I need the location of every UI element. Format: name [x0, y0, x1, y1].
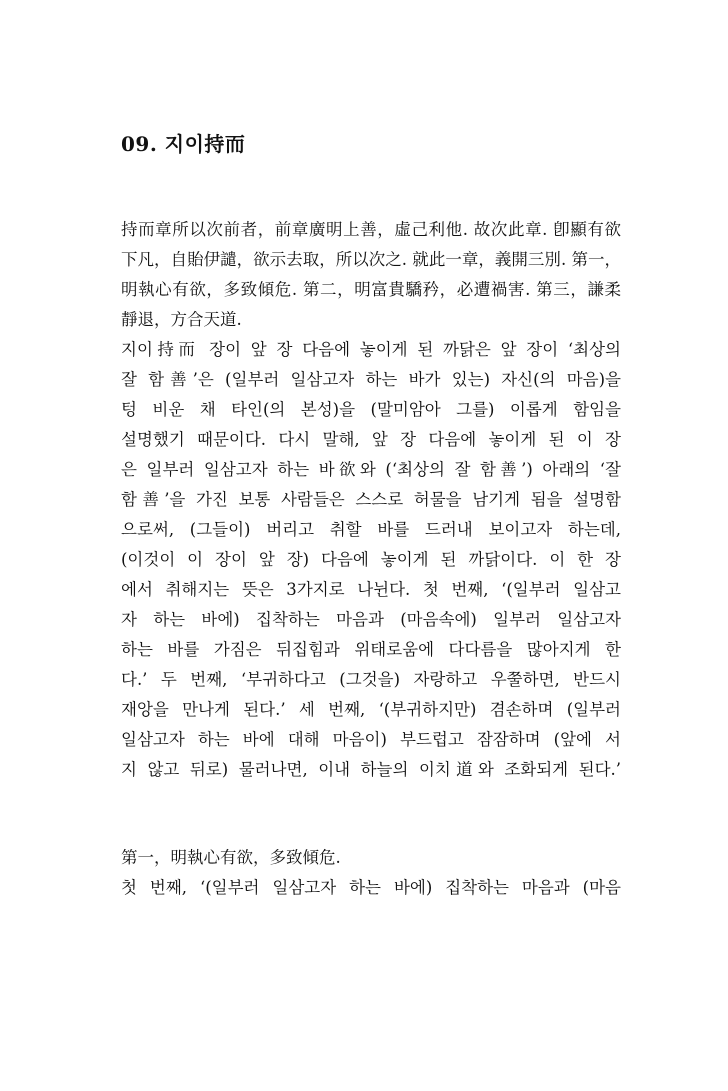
hanja-line: 靜退，方合天道. [121, 310, 242, 329]
intro-block [121, 215, 621, 785]
korean-line: 에서 취해지는 뜻은 3가지로 나뉜다. 첫 번째, ‘(일부러 일삼고 [121, 580, 621, 599]
page-title: 09. 지이持而 [121, 132, 246, 156]
hanja-line: 明執心有欲，多致傾危. 第二，明富貴驕矜，必遭禍害. 第三，謙柔 [121, 280, 621, 299]
korean-line: 텅 비운 채 타인(의 본성)을 (말미암아 그를) 이롭게 함임을 [121, 400, 621, 419]
section-heading: 第一，明執心有欲，多致傾危. [121, 848, 341, 867]
korean-line: 하는 바를 가짐은 뒤집힘과 위태로움에 다다름을 많아지게 한 [121, 640, 621, 659]
hanja-line: 持而章所以次前者，前章廣明上善，虛己利他. 故次此章. 卽顯有欲 [121, 220, 621, 239]
korean-line: 첫 번째, ‘(일부러 일삼고자 하는 바에) 집착하는 마음과 (마음 [121, 878, 621, 897]
korean-line: 자 하는 바에) 집착하는 마음과 (마음속에) 일부러 일삼고자 [121, 610, 621, 629]
korean-line: 함善’을 가진 보통 사람들은 스스로 허물을 남기게 됨을 설명함 [121, 490, 621, 509]
korean-line: 잘 함善’은 (일부러 일삼고자 하는 바가 있는) 자신(의 마음)을 [121, 370, 621, 389]
korean-line: (이것이 이 장이 앞 장) 다음에 놓이게 된 까닭이다. 이 한 장 [121, 550, 621, 569]
section-first-block [121, 843, 621, 903]
korean-line: 재앙을 만나게 된다.’ 세 번째, ‘(부귀하지만) 겸손하며 (일부러 [121, 700, 621, 719]
korean-line: 으로써, (그들이) 버리고 취할 바를 드러내 보이고자 하는데, [121, 520, 621, 539]
korean-line: 일삼고자 하는 바에 대해 마음이) 부드럽고 잠잠하며 (앞에 서 [121, 730, 621, 749]
hanja-line: 下凡，自貽伊譴，欲示去取，所以次之. 就此一章，義開三別. 第一， [121, 250, 621, 269]
korean-line: 설명했기 때문이다. 다시 말해, 앞 장 다음에 놓이게 된 이 장 [121, 430, 621, 449]
korean-line: 지 않고 뒤로) 물러나면, 이내 하늘의 이치道와 조화되게 된다.’ [121, 760, 621, 779]
korean-line: 은 일부러 일삼고자 하는 바欲와 (‘최상의 잘 함善’) 아래의 ‘잘 [121, 460, 621, 479]
korean-line: 다.’ 두 번째, ‘부귀하다고 (그것을) 자랑하고 우쭐하면, 반드시 [121, 670, 621, 689]
korean-line: 지이持而 장이 앞 장 다음에 놓이게 된 까닭은 앞 장이 ‘최상의 [121, 340, 621, 359]
